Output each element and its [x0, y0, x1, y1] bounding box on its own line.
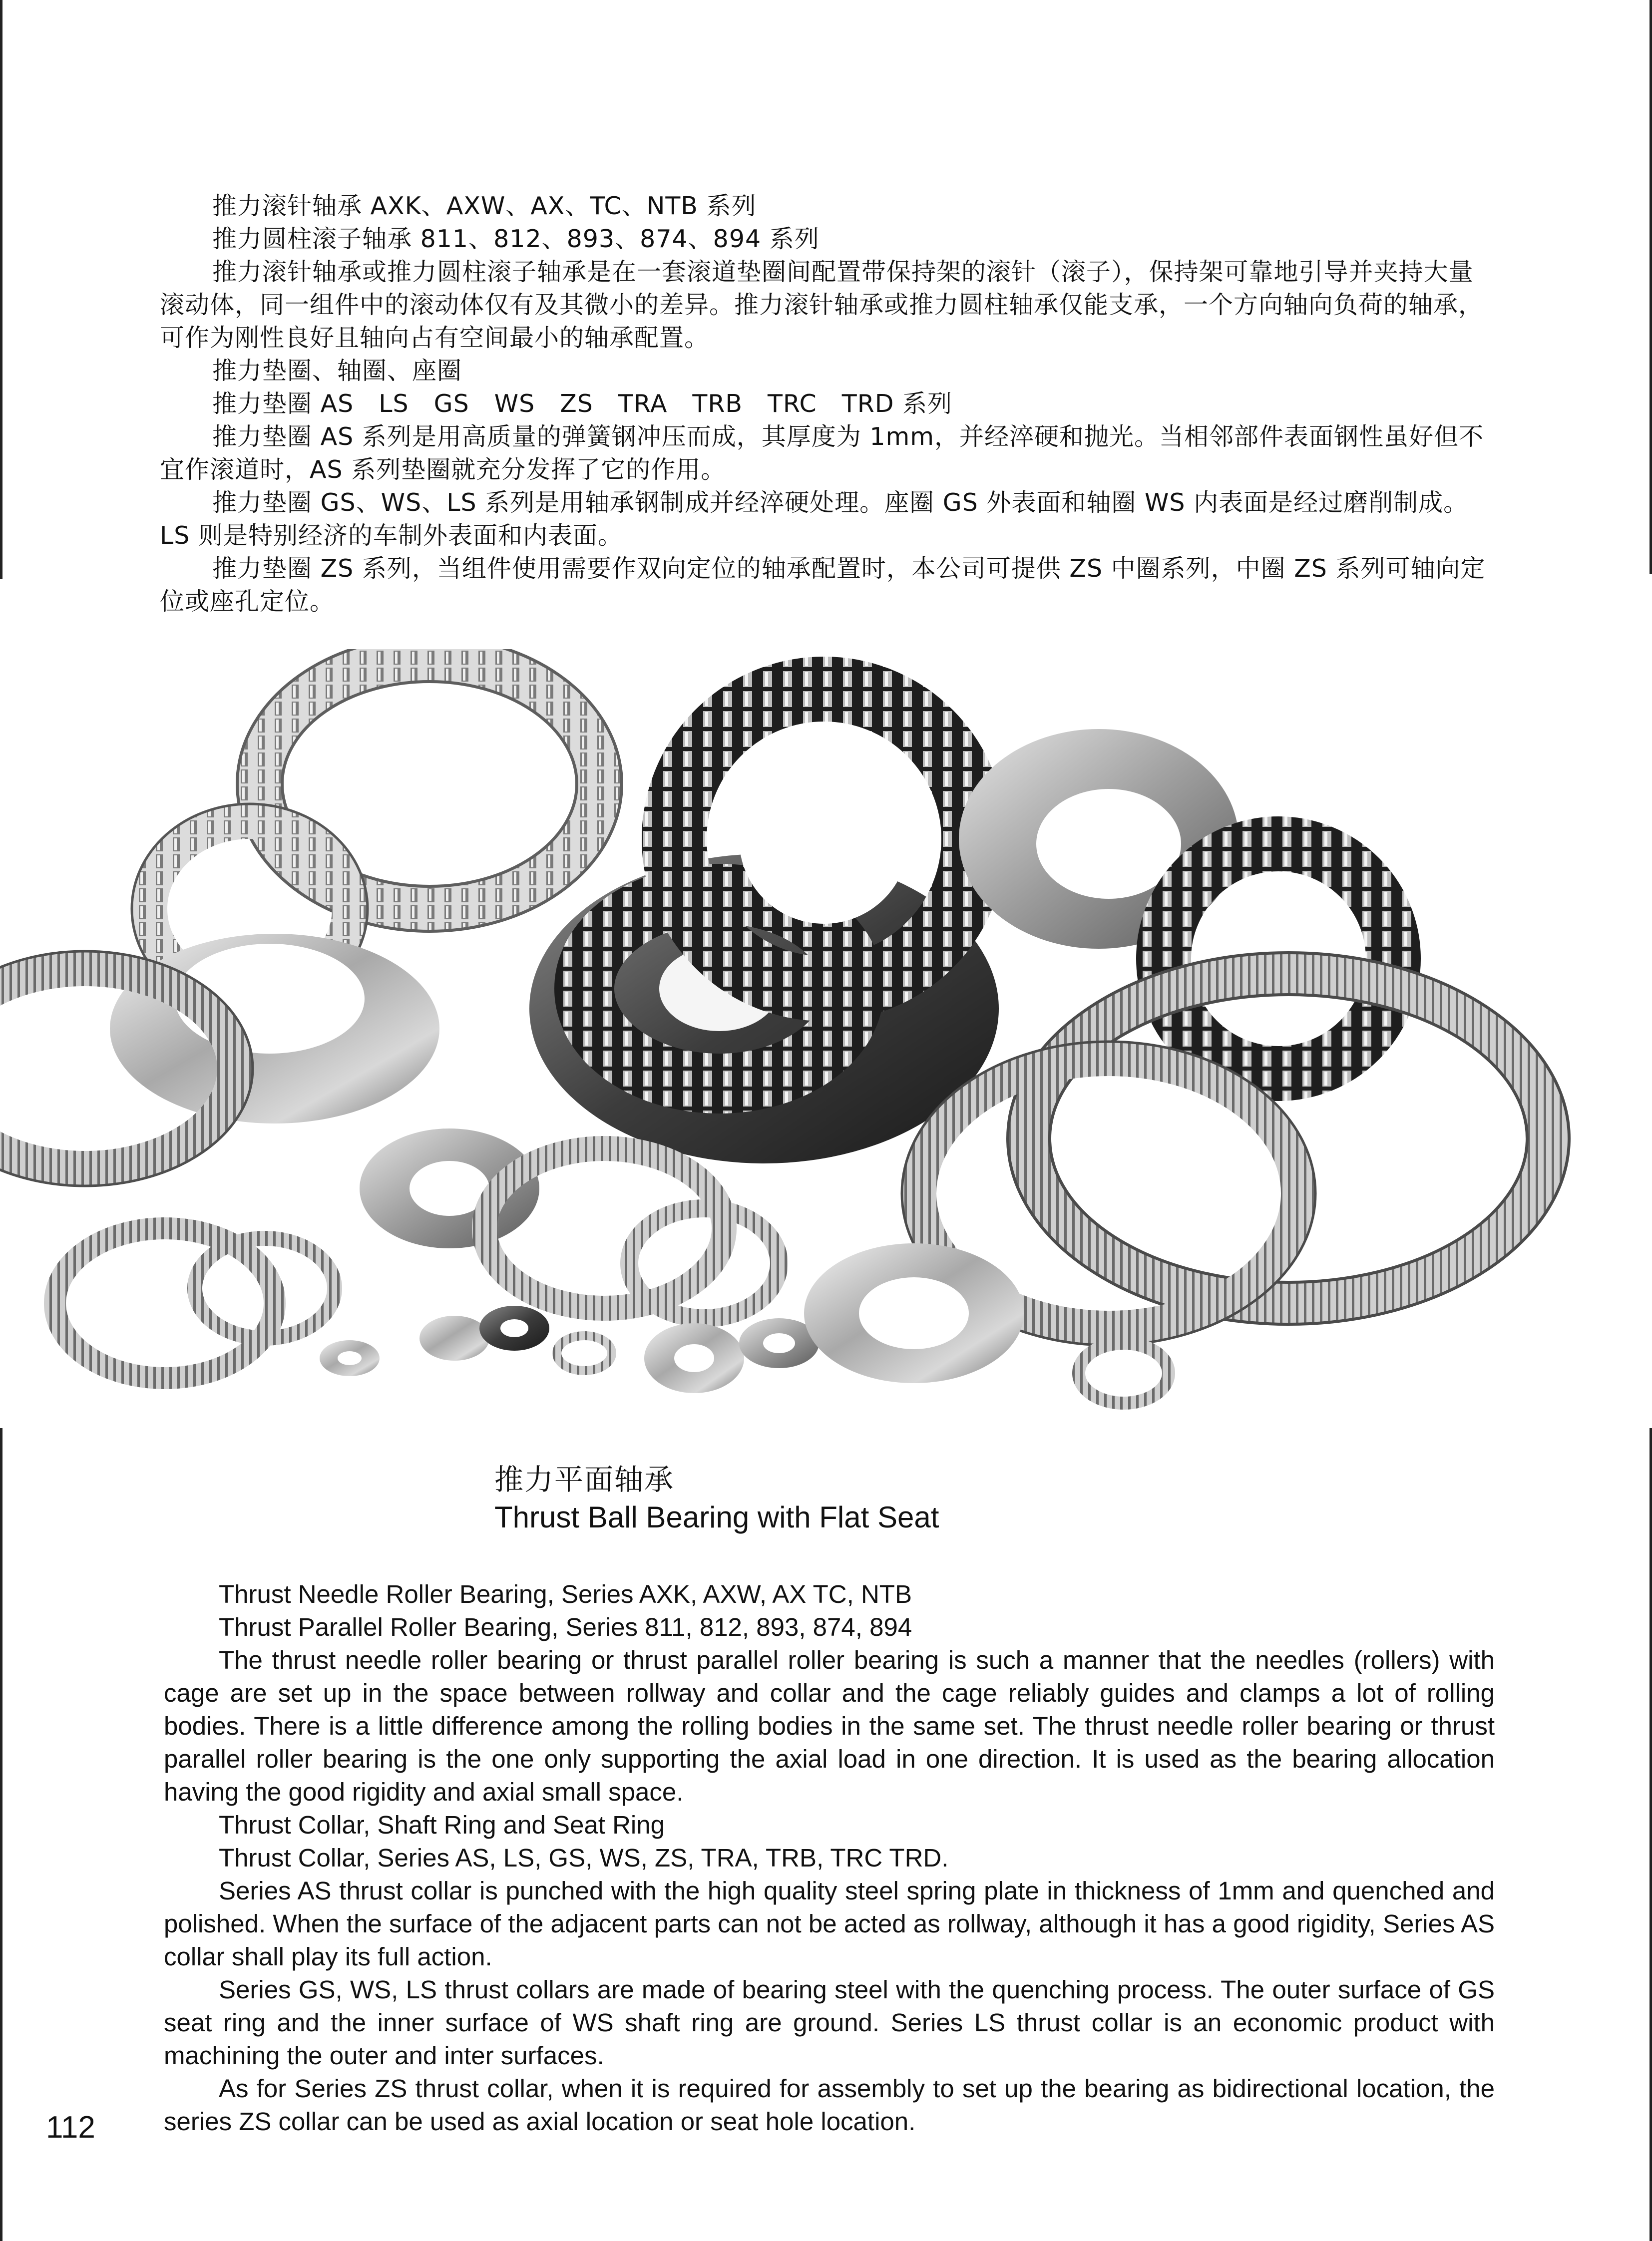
cn-paragraph-1: 推力滚针轴承或推力圆柱滚子轴承是在一套滚道垫圈间配置带保持架的滚针（滚子），保持架可靠地引导并夹持大量滚动体，同一组件中的滚动体仅有及其微小的差异。推力滚针轴承或推力圆柱轴承仅能支承，一个方向轴向负荷的轴承，可作为刚性良好且轴向占有空间最小的轴承配置。: [160, 258, 1484, 352]
cn-series-line-1: 推力滚针轴承 AXK、AXW、AX、TC、NTB 系列: [212, 192, 757, 220]
bearings-photo: [0, 649, 1652, 1428]
en-paragraph-2: Series AS thrust collar is punched with the high quality steel spring plate in thickness of 1mm and quenched and polished. When the surface of the adjacent parts can not be acted as rollway, although it has a good rigidity, Series AS collar shall play its full action.: [164, 1876, 1495, 1971]
cn-paragraph-3: 推力垫圈 GS、WS、LS 系列是用轴承钢制成并经淬硬处理。座圈 GS 外表面和轴圈 WS 内表面是经过磨削制成。LS 则是特别经济的车制外表面和内表面。: [160, 488, 1469, 550]
en-paragraph-1: The thrust needle roller bearing or thrust parallel roller bearing is such a manner that the needles (rollers) with cage are set up in the space between rollway and collar and the cage reliably guides and clamps a lot of rolling bodies. There is a little difference among the rolling bodies in the same set. The thrust needle roller bearing or thrust parallel roller bearing is the one only supporting the axial load in one direction. It is used as the bearing allocation having the good rigidity and axial small space.: [164, 1646, 1495, 1806]
chinese-description: [160, 190, 1493, 618]
cn-paragraph-4: 推力垫圈 ZS 系列，当组件使用需要作双向定位的轴承配置时，本公司可提供 ZS 中圈系列，中圈 ZS 系列可轴向定位或座孔定位。: [160, 554, 1486, 616]
en-paragraph-3: Series GS, WS, LS thrust collars are made of bearing steel with the quenching process. The outer surface of GS seat ring and the inner surface of WS shaft ring are ground. Series LS thrust collar is an economic product with machining the outer and inter surfaces.: [164, 1975, 1495, 2070]
page-edge-left-lower: [0, 1428, 2, 2241]
page-edge-right-lower: [1650, 1428, 1652, 2241]
page-edge-right: [1650, 0, 1652, 574]
en-series-line-4: Thrust Collar, Series AS, LS, GS, WS, ZS, TRA, TRB, TRC TRD.: [219, 1844, 949, 1872]
caption-english: Thrust Ball Bearing with Flat Seat: [494, 1500, 939, 1534]
en-series-line-3: Thrust Collar, Shaft Ring and Seat Ring: [219, 1811, 665, 1839]
en-series-line-2: Thrust Parallel Roller Bearing, Series 811, 812, 893, 874, 894: [219, 1613, 912, 1641]
en-paragraph-4: As for Series ZS thrust collar, when it is required for assembly to set up the bearing as bidirectional location, the series ZS collar can be used as axial location or seat hole location.: [164, 2074, 1495, 2136]
page-edge-left: [0, 0, 2, 579]
cn-series-line-3: 推力垫圈、轴圈、座圈: [212, 357, 462, 385]
cn-series-line-4: 推力垫圈 AS LS GS WS ZS TRA TRB TRC TRD 系列: [212, 389, 953, 418]
figure-caption: [494, 1461, 939, 1536]
cn-paragraph-2: 推力垫圈 AS 系列是用高质量的弹簧钢冲压而成，其厚度为 1mm，并经淬硬和抛光。当相邻部件表面钢性虽好但不宜作滚道时，AS 系列垫圈就充分发挥了它的作用。: [160, 422, 1484, 484]
english-description: [164, 1578, 1495, 2138]
cn-series-line-2: 推力圆柱滚子轴承 811、812、893、874、894 系列: [212, 225, 820, 253]
caption-chinese: 推力平面轴承: [494, 1463, 675, 1496]
en-series-line-1: Thrust Needle Roller Bearing, Series AXK, AXW, AX TC, NTB: [219, 1580, 912, 1608]
page-number: 112: [46, 2110, 95, 2145]
